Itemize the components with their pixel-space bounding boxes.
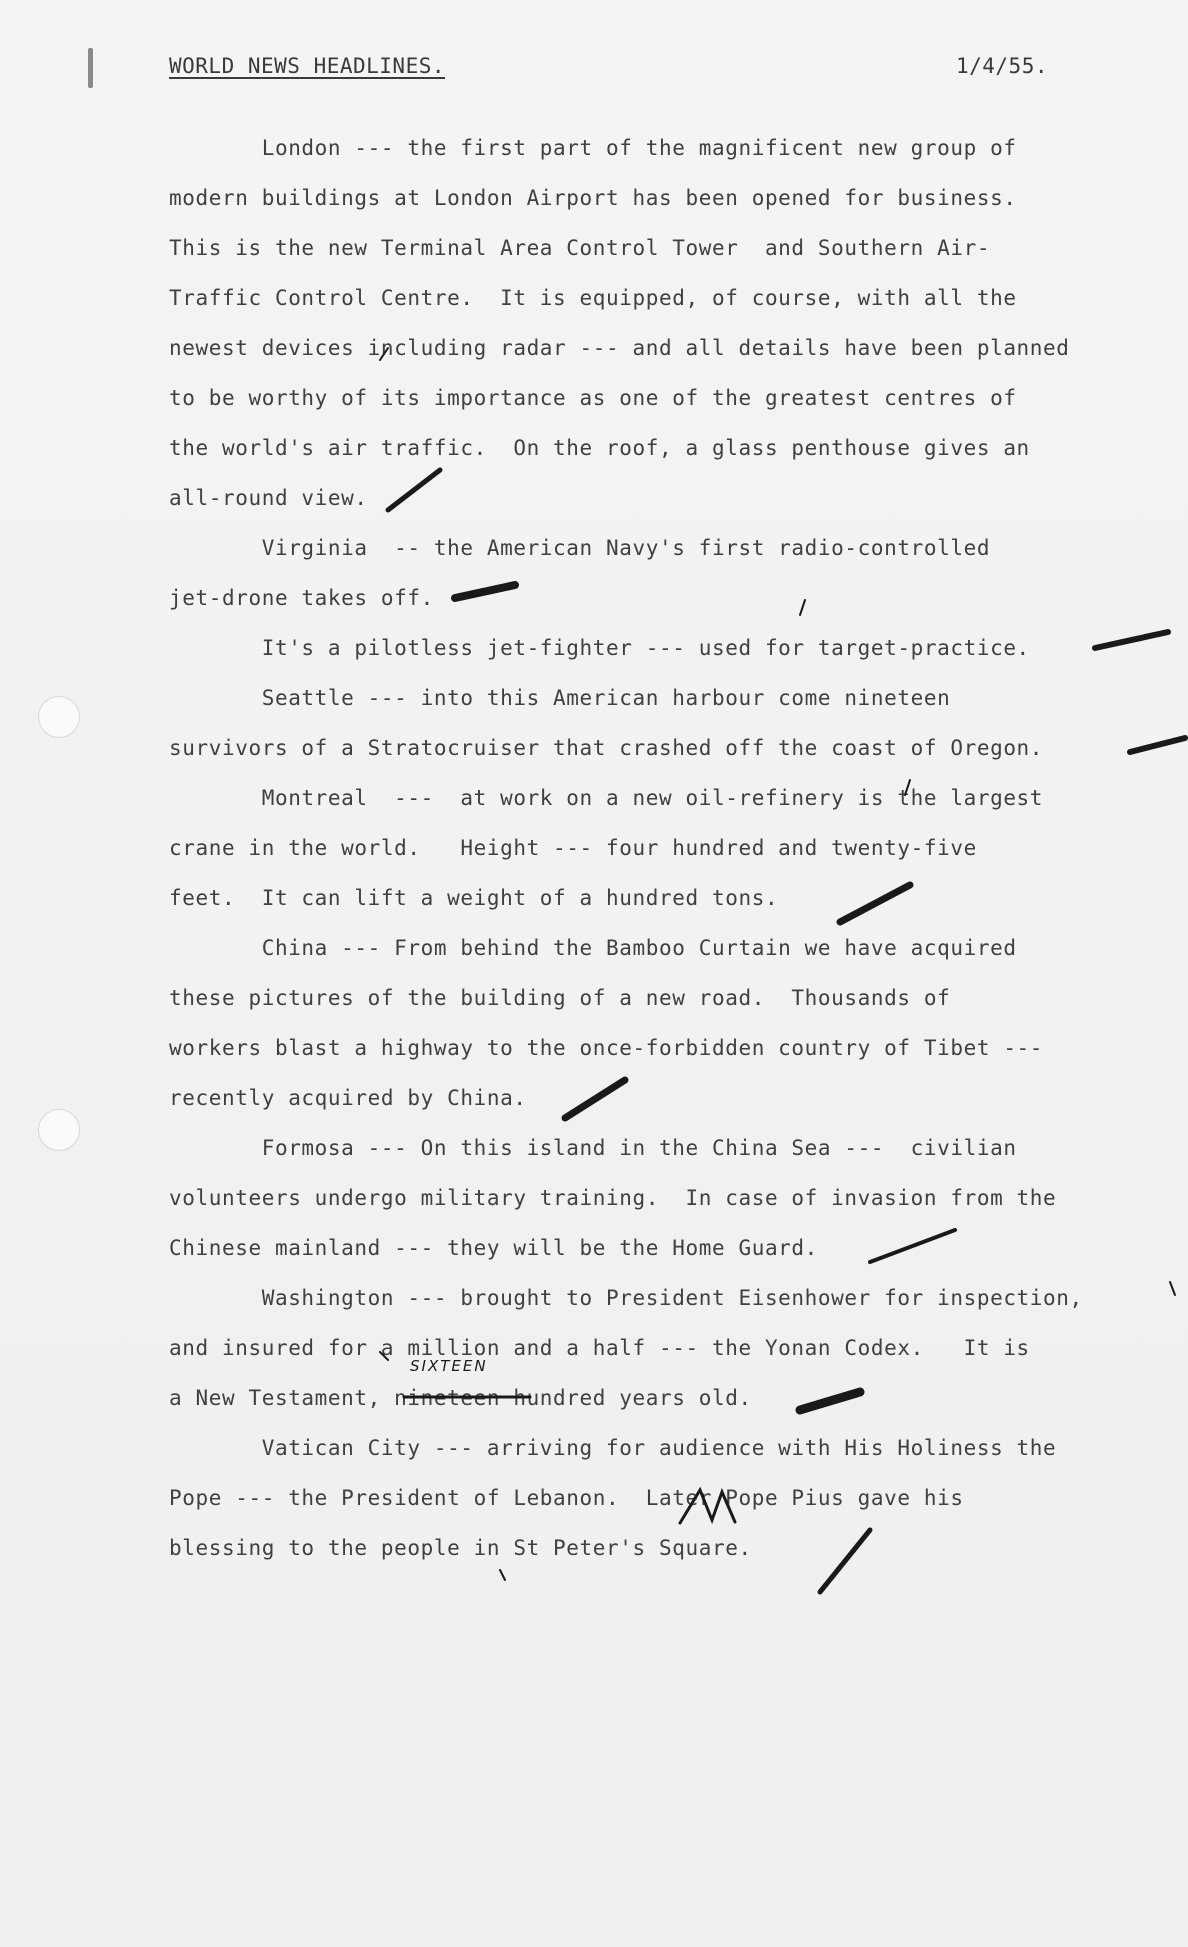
- page-header: [169, 54, 1048, 78]
- text-line: Vatican City --- arriving for audience with His Holiness the: [169, 1436, 1057, 1460]
- text-line: Virginia -- the American Navy's first radio-controlled: [169, 536, 991, 560]
- text-line: Traffic Control Centre. It is equipped, of course, with all the: [169, 286, 1017, 310]
- punch-hole-bottom: [38, 1109, 80, 1151]
- document-title: WORLD NEWS HEADLINES.: [169, 54, 446, 78]
- text-line: Montreal --- at work on a new oil-refinery is the largest: [169, 786, 1044, 810]
- text-line: the world's air traffic. On the roof, a glass penthouse gives an: [169, 436, 1030, 460]
- text-line: blessing to the people in St Peter's Square.: [169, 1536, 752, 1560]
- text-line: jet-drone takes off.: [169, 586, 434, 610]
- text-line: volunteers undergo military training. In case of invasion from the: [169, 1186, 1057, 1210]
- text-line: London --- the first part of the magnificent new group of: [169, 136, 1017, 160]
- text-line: Chinese mainland --- they will be the Home Guard.: [169, 1236, 818, 1260]
- handwritten-correction: SIXTEEN: [410, 1357, 488, 1375]
- text-line: This is the new Terminal Area Control Tower and Southern Air-: [169, 236, 991, 260]
- text-line: feet. It can lift a weight of a hundred tons.: [169, 886, 779, 910]
- text-line: Formosa --- On this island in the China Sea --- civilian: [169, 1136, 1017, 1160]
- document-body: [169, 123, 1179, 1573]
- text-line: workers blast a highway to the once-forbidden country of Tibet ---: [169, 1036, 1044, 1060]
- text-line: recently acquired by China.: [169, 1086, 527, 1110]
- text-line: Pope --- the President of Lebanon. Later Pope Pius gave his: [169, 1486, 964, 1510]
- text-line: It's a pilotless jet-fighter --- used for target-practice.: [169, 636, 1030, 660]
- text-line: Washington --- brought to President Eisenhower for inspection,: [169, 1286, 1083, 1310]
- text-line: and insured for a million and a half --- the Yonan Codex. It is: [169, 1336, 1030, 1360]
- pin-mark: [88, 48, 93, 88]
- text-line: modern buildings at London Airport has been opened for business.: [169, 186, 1017, 210]
- text-line: to be worthy of its importance as one of the greatest centres of: [169, 386, 1017, 410]
- text-line: survivors of a Stratocruiser that crashed off the coast of Oregon.: [169, 736, 1044, 760]
- punch-hole-top: [38, 696, 80, 738]
- text-line: newest devices including radar --- and all details have been planned: [169, 336, 1070, 360]
- text-line: a New Testament, nineteen hundred years old.: [169, 1386, 752, 1410]
- text-line: Seattle --- into this American harbour come nineteen: [169, 686, 951, 710]
- text-line: all-round view.: [169, 486, 368, 510]
- text-line: China --- From behind the Bamboo Curtain we have acquired: [169, 936, 1017, 960]
- text-line: crane in the world. Height --- four hundred and twenty-five: [169, 836, 977, 860]
- document-date: 1/4/55.: [955, 54, 1048, 78]
- text-line: these pictures of the building of a new road. Thousands of: [169, 986, 951, 1010]
